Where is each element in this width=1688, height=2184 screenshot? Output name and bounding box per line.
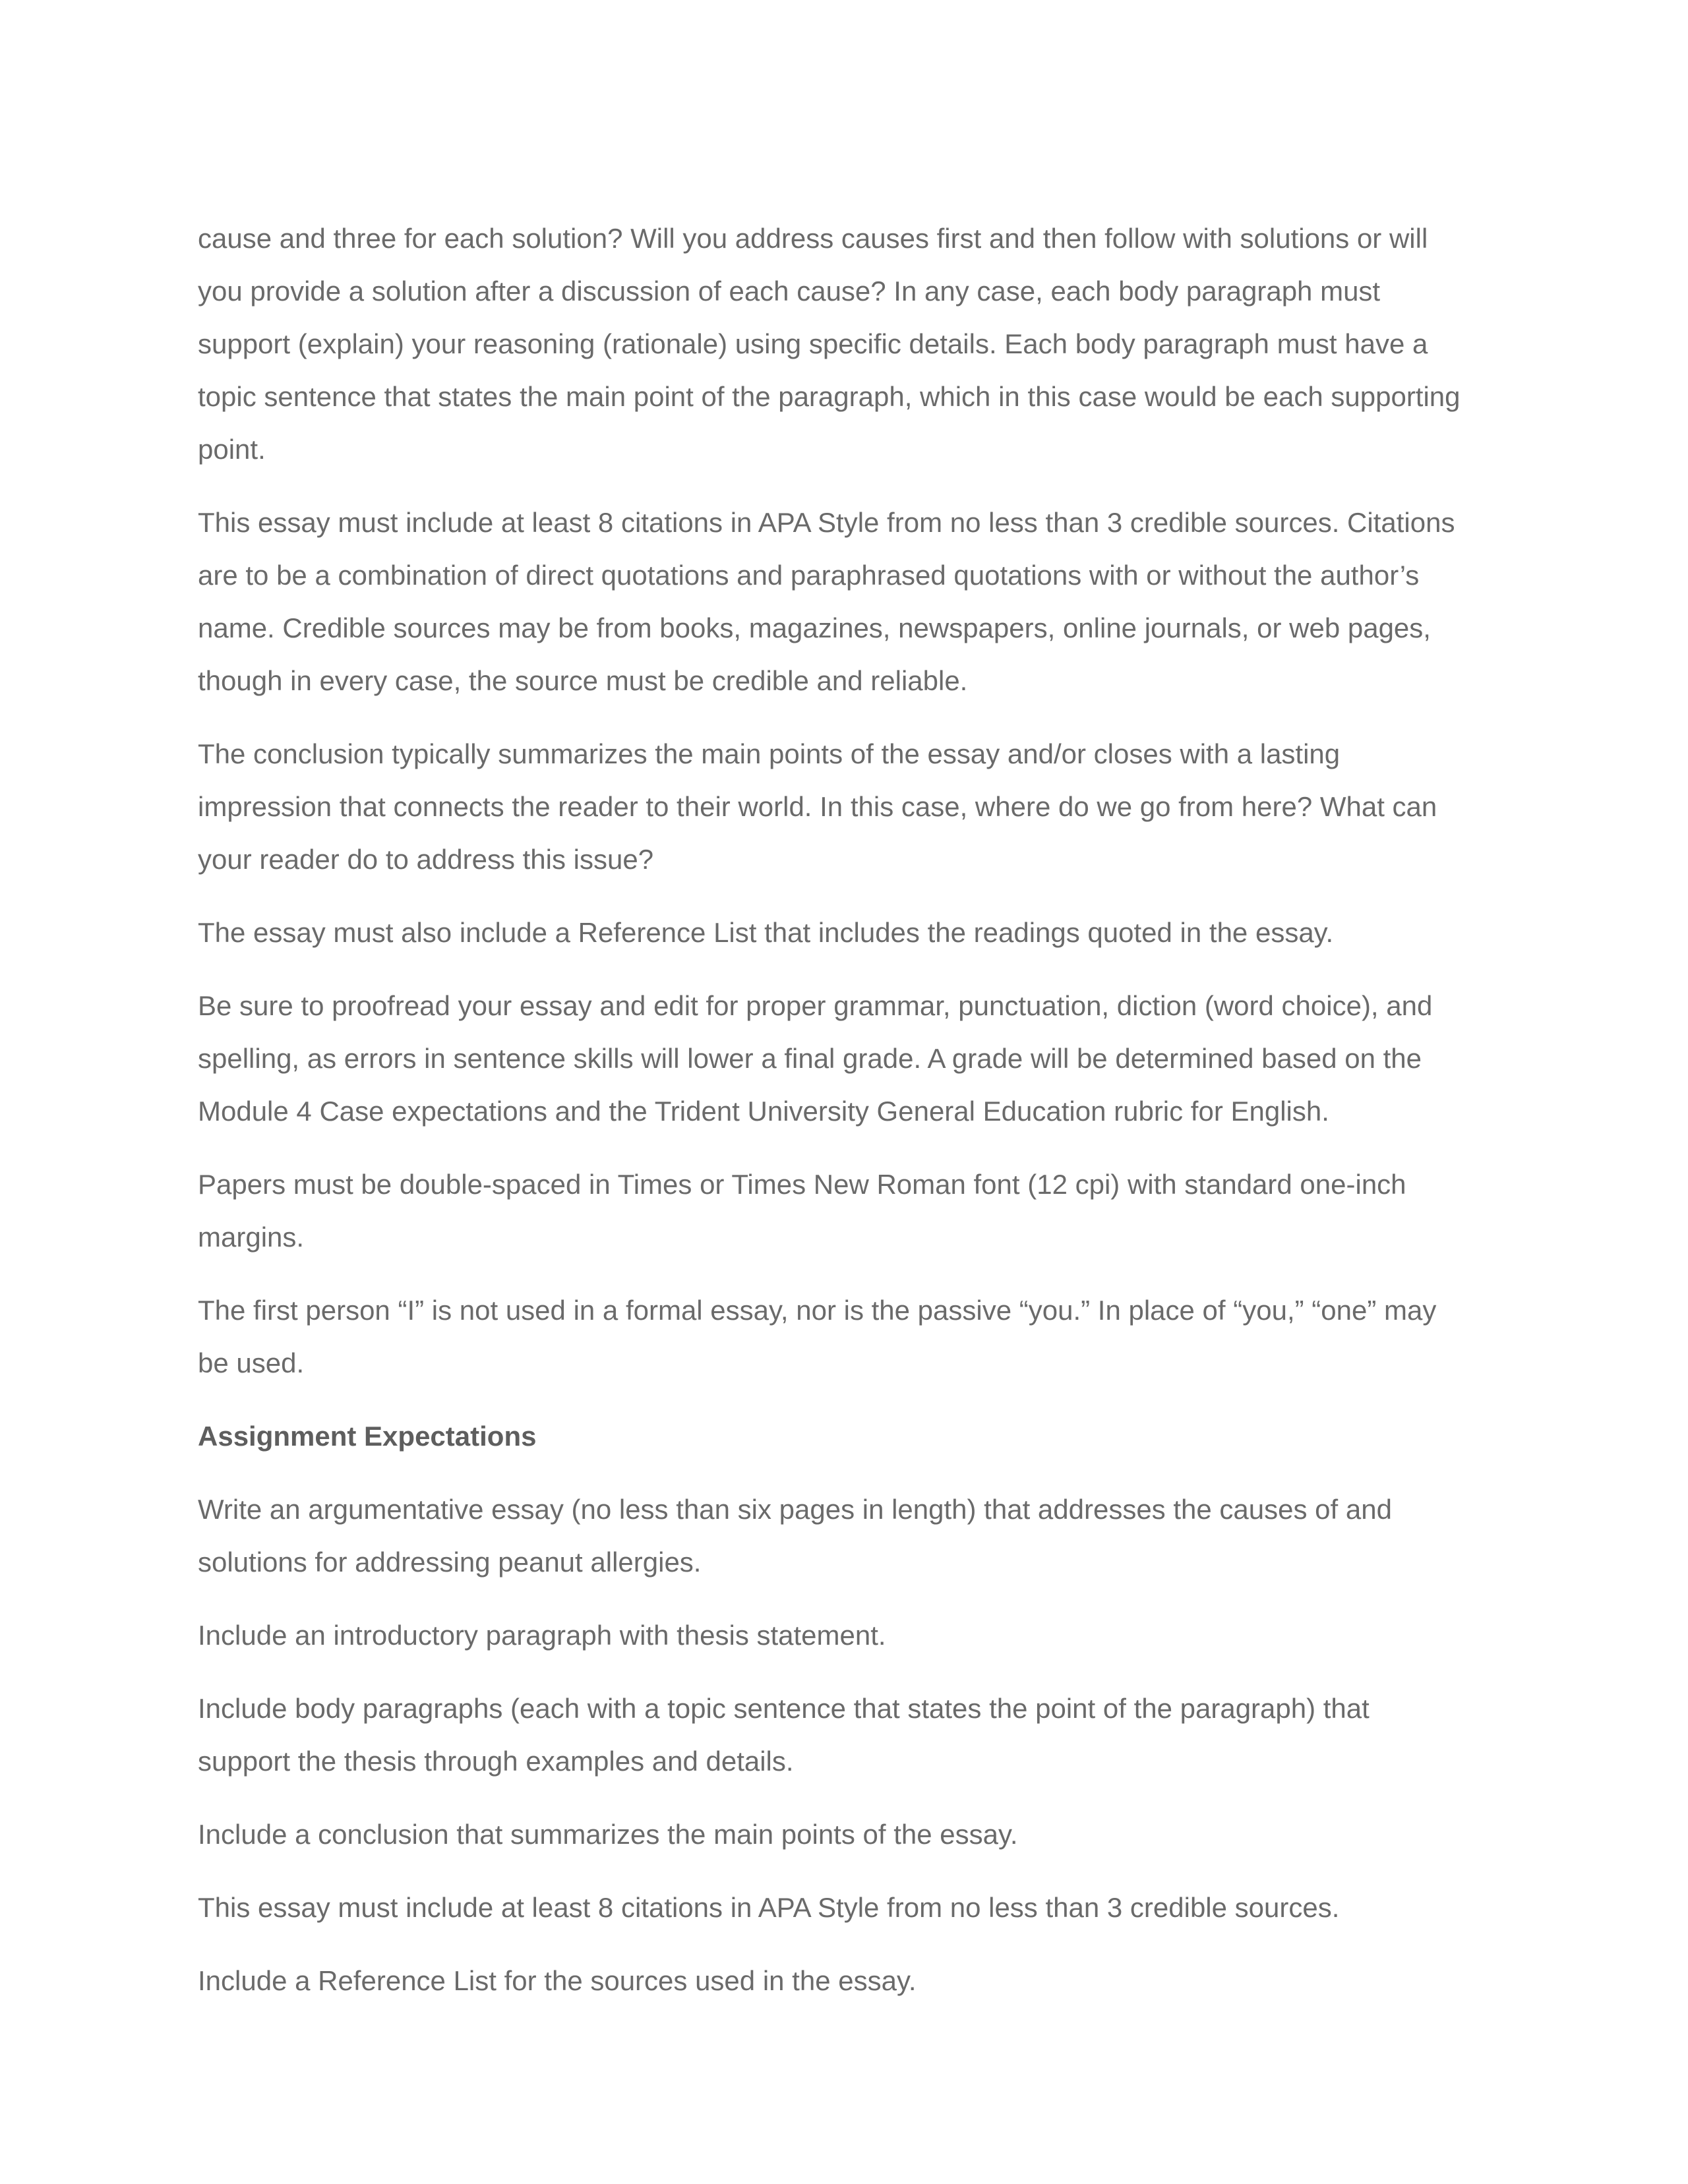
paragraph-first-person: The first person “I” is not used in a formal essay, nor is the passive “you.” In place of “you,” “one” may be used. (198, 1295, 1437, 1378)
section-heading-assignment-expectations: Assignment Expectations (198, 1421, 537, 1452)
paragraph-citations: This essay must include at least 8 citations in APA Style from no less than 3 credible sources. Citations are to be a combination of direct quotations and paraphrased quotations with or without the author’s name. Credible sources may be from books, magazines, newspapers, online journals, or web pages, though in every case, the source must be credible and reliable. (198, 507, 1455, 696)
expectation-introductory-paragraph: Include an introductory paragraph with thesis statement. (198, 1620, 886, 1651)
expectation-reference-list: Include a Reference List for the sources used in the essay. (198, 1965, 917, 1996)
expectation-conclusion: Include a conclusion that summarizes the main points of the essay. (198, 1819, 1018, 1850)
paragraph-formatting: Papers must be double-spaced in Times or Times New Roman font (12 cpi) with standard one-inch margins. (198, 1169, 1406, 1253)
expectation-citations: This essay must include at least 8 citations in APA Style from no less than 3 credible sources. (198, 1892, 1340, 1923)
expectation-argumentative-essay: Write an argumentative essay (no less than six pages in length) that addresses the causes of and solutions for addressing peanut allergies. (198, 1494, 1392, 1578)
expectation-body-paragraphs: Include body paragraphs (each with a topic sentence that states the point of the paragraph) that support the thesis through examples and details. (198, 1693, 1370, 1777)
paragraph-conclusion: The conclusion typically summarizes the main points of the essay and/or closes with a lasting impression that connects the reader to their world. In this case, where do we go from here? What can your reader do to address this issue? (198, 738, 1437, 875)
paragraph-reference-list: The essay must also include a Reference List that includes the readings quoted in the essay. (198, 917, 1334, 948)
paragraph-proofread: Be sure to proofread your essay and edit for proper grammar, punctuation, diction (word choice), and spelling, as errors in sentence skills will lower a final grade. A grade will be determined based on the Module 4 Case expectations and the Trident University General Education rubric for English. (198, 990, 1433, 1127)
paragraph-causes-solutions: cause and three for each solution? Will you address causes first and then follow with solutions or will you provide a solution after a discussion of each cause? In any case, each body paragraph must support (explain) your reasoning (rationale) using specific details. Each body paragraph must have a topic sentence that states the main point of the paragraph, which in this case would be each supporting point. (198, 223, 1461, 465)
